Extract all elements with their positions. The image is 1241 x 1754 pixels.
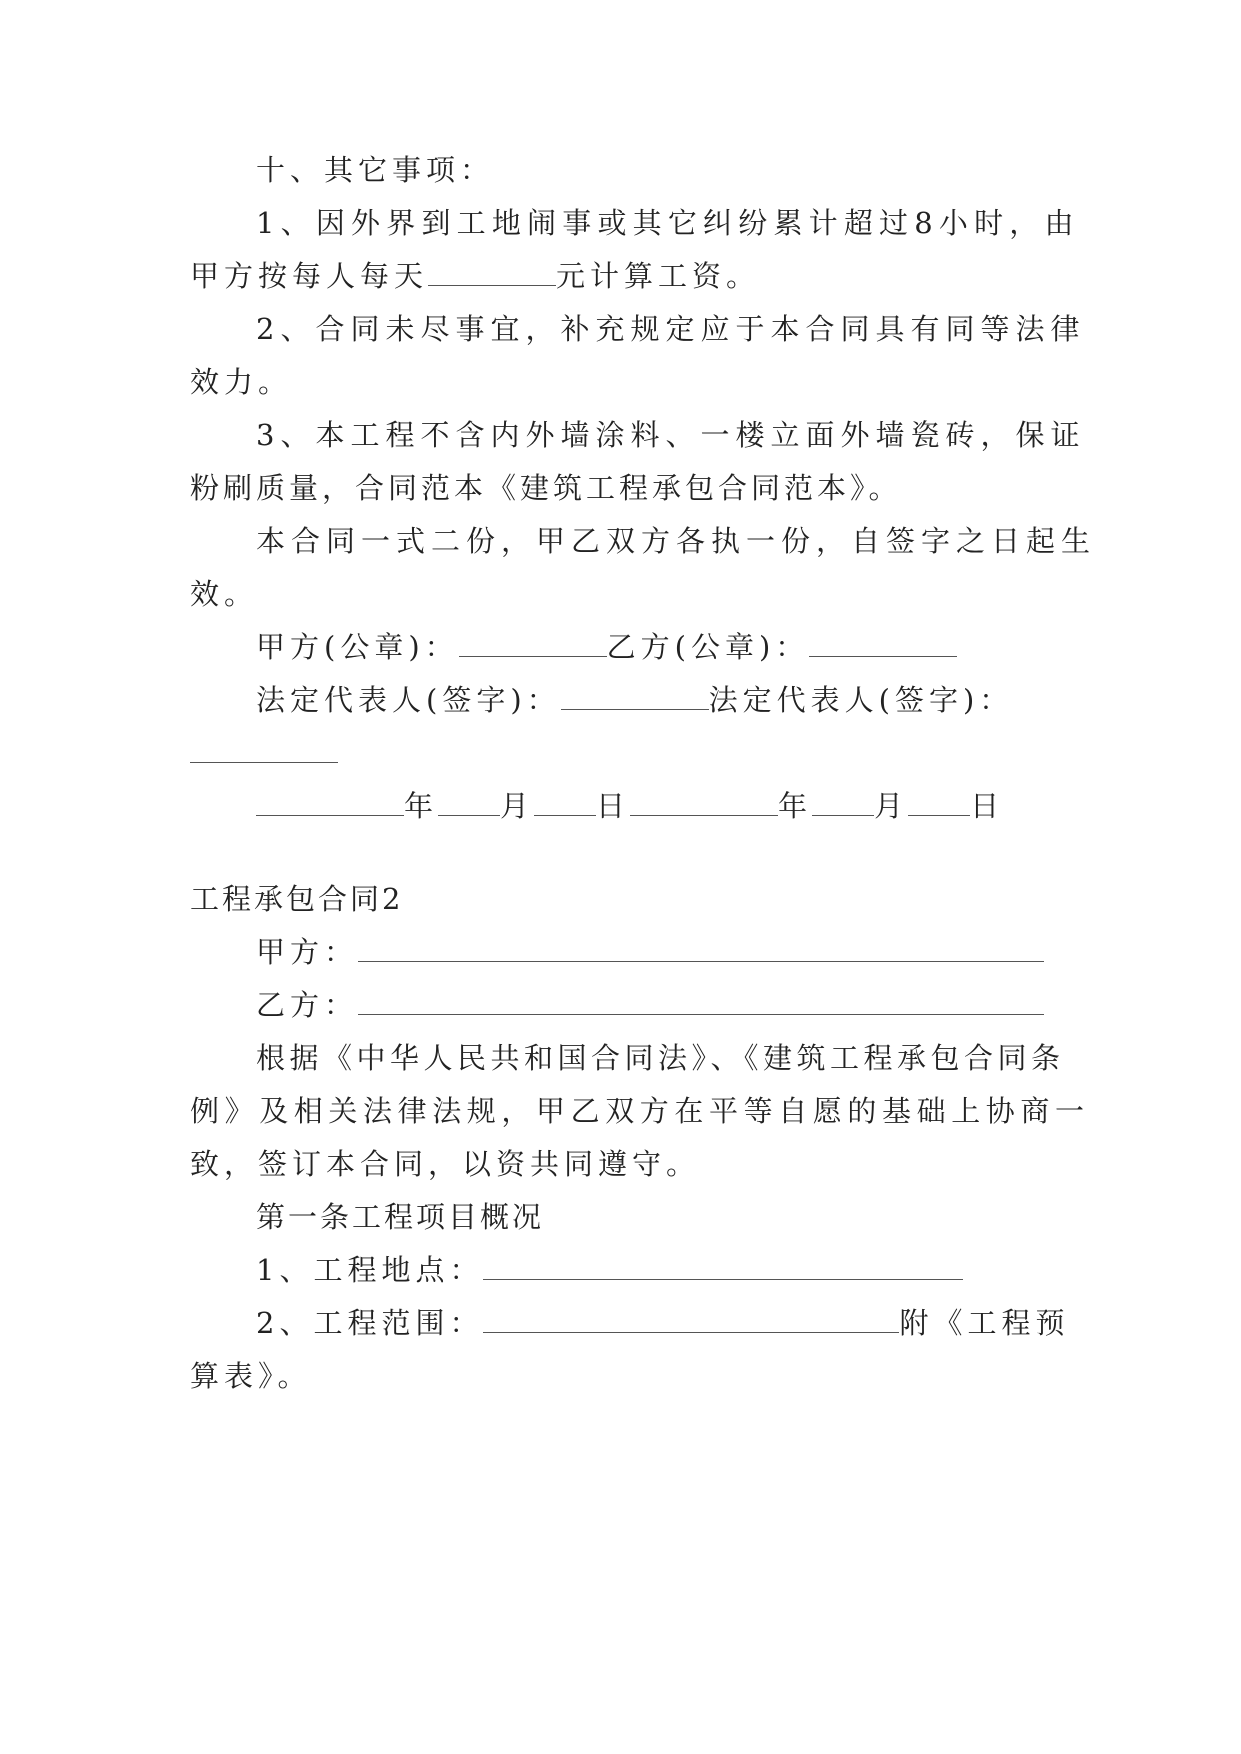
location-blank[interactable]: [483, 1251, 963, 1280]
party-a-seal-blank[interactable]: [459, 628, 607, 657]
item3-line2: 粉刷质量，合同范本《建筑工程承包合同范本》。: [190, 471, 902, 505]
preamble-line2: 例》及相关法律法规，甲乙双方在平等自愿的基础上协商一: [190, 1094, 1090, 1128]
date-a-month-label: 月: [500, 789, 535, 823]
item1-line2-pre: 甲方按每人每天: [190, 259, 429, 293]
preamble-line1: 根据《中华人民共和国合同法》、《建筑工程承包合同条: [256, 1041, 1065, 1075]
article1-heading: 第一条工程项目概况: [256, 1200, 545, 1234]
item1-line2: [190, 256, 760, 296]
preamble-line3: 致，签订本合同，以资共同遵守。: [190, 1147, 701, 1181]
daily-wage-blank[interactable]: [428, 257, 556, 286]
date-a-year-blank[interactable]: [256, 787, 404, 816]
legal-rep-b-blank[interactable]: [190, 734, 338, 763]
party-b-seal-label: 乙方(公章)：: [606, 630, 810, 664]
party-b-label: 乙方：: [256, 988, 359, 1022]
legal-rep-b-label: 法定代表人(签字)：: [708, 683, 1014, 717]
seal-row: [256, 627, 957, 667]
item2-line2: 效力。: [190, 365, 293, 399]
item1-line1: 1、因外界到工地闹事或其它纠纷累计超过8小时，由: [256, 206, 1080, 240]
location-row: [256, 1250, 963, 1290]
date-a-year-label: 年: [404, 789, 439, 823]
scope-label: 2、工程范围：: [256, 1306, 484, 1340]
item2-line1: 2、合同未尽事宜，补充规定应于本合同具有同等法律: [256, 312, 1086, 346]
date-b-day-blank[interactable]: [908, 787, 970, 816]
date-b-day-label: 日: [970, 789, 1005, 823]
date-b-month-label: 月: [874, 789, 909, 823]
date-b-year-blank[interactable]: [630, 787, 778, 816]
scope-row: [256, 1303, 1069, 1343]
contract2-title: 工程承包合同2: [190, 882, 404, 916]
date-a-month-blank[interactable]: [438, 787, 500, 816]
copies-line1: 本合同一式二份，甲乙双方各执一份，自签字之日起生: [256, 524, 1097, 558]
party-a-blank[interactable]: [358, 933, 1044, 962]
date-row: [256, 786, 1004, 826]
party-a-row: [256, 932, 1044, 972]
item1-line2-post: 元计算工资。: [556, 259, 761, 293]
party-b-seal-blank[interactable]: [809, 628, 957, 657]
scope-blank[interactable]: [483, 1304, 899, 1333]
party-b-blank[interactable]: [358, 986, 1044, 1015]
legal-rep-a-label: 法定代表人(签字)：: [256, 683, 561, 717]
date-b-year-label: 年: [778, 789, 813, 823]
copies-line2: 效。: [190, 577, 259, 611]
date-a-day-label: 日: [596, 789, 631, 823]
legal-rep-a-blank[interactable]: [561, 681, 709, 710]
party-b-row: [256, 985, 1044, 1025]
legal-rep-row: [256, 680, 1013, 720]
legal-rep-b-blank-row: [190, 733, 338, 773]
location-label: 1、工程地点：: [256, 1253, 484, 1287]
party-a-seal-label: 甲方(公章)：: [256, 630, 459, 664]
date-b-month-blank[interactable]: [812, 787, 874, 816]
section-ten-heading: 十、其它事项：: [256, 153, 495, 187]
scope-line2: 算表》。: [190, 1359, 312, 1393]
party-a-label: 甲方：: [256, 935, 359, 969]
scope-suffix: 附《工程预: [899, 1306, 1070, 1340]
item3-line1: 3、本工程不含内外墙涂料、一楼立面外墙瓷砖，保证: [256, 418, 1086, 452]
date-a-day-blank[interactable]: [534, 787, 596, 816]
